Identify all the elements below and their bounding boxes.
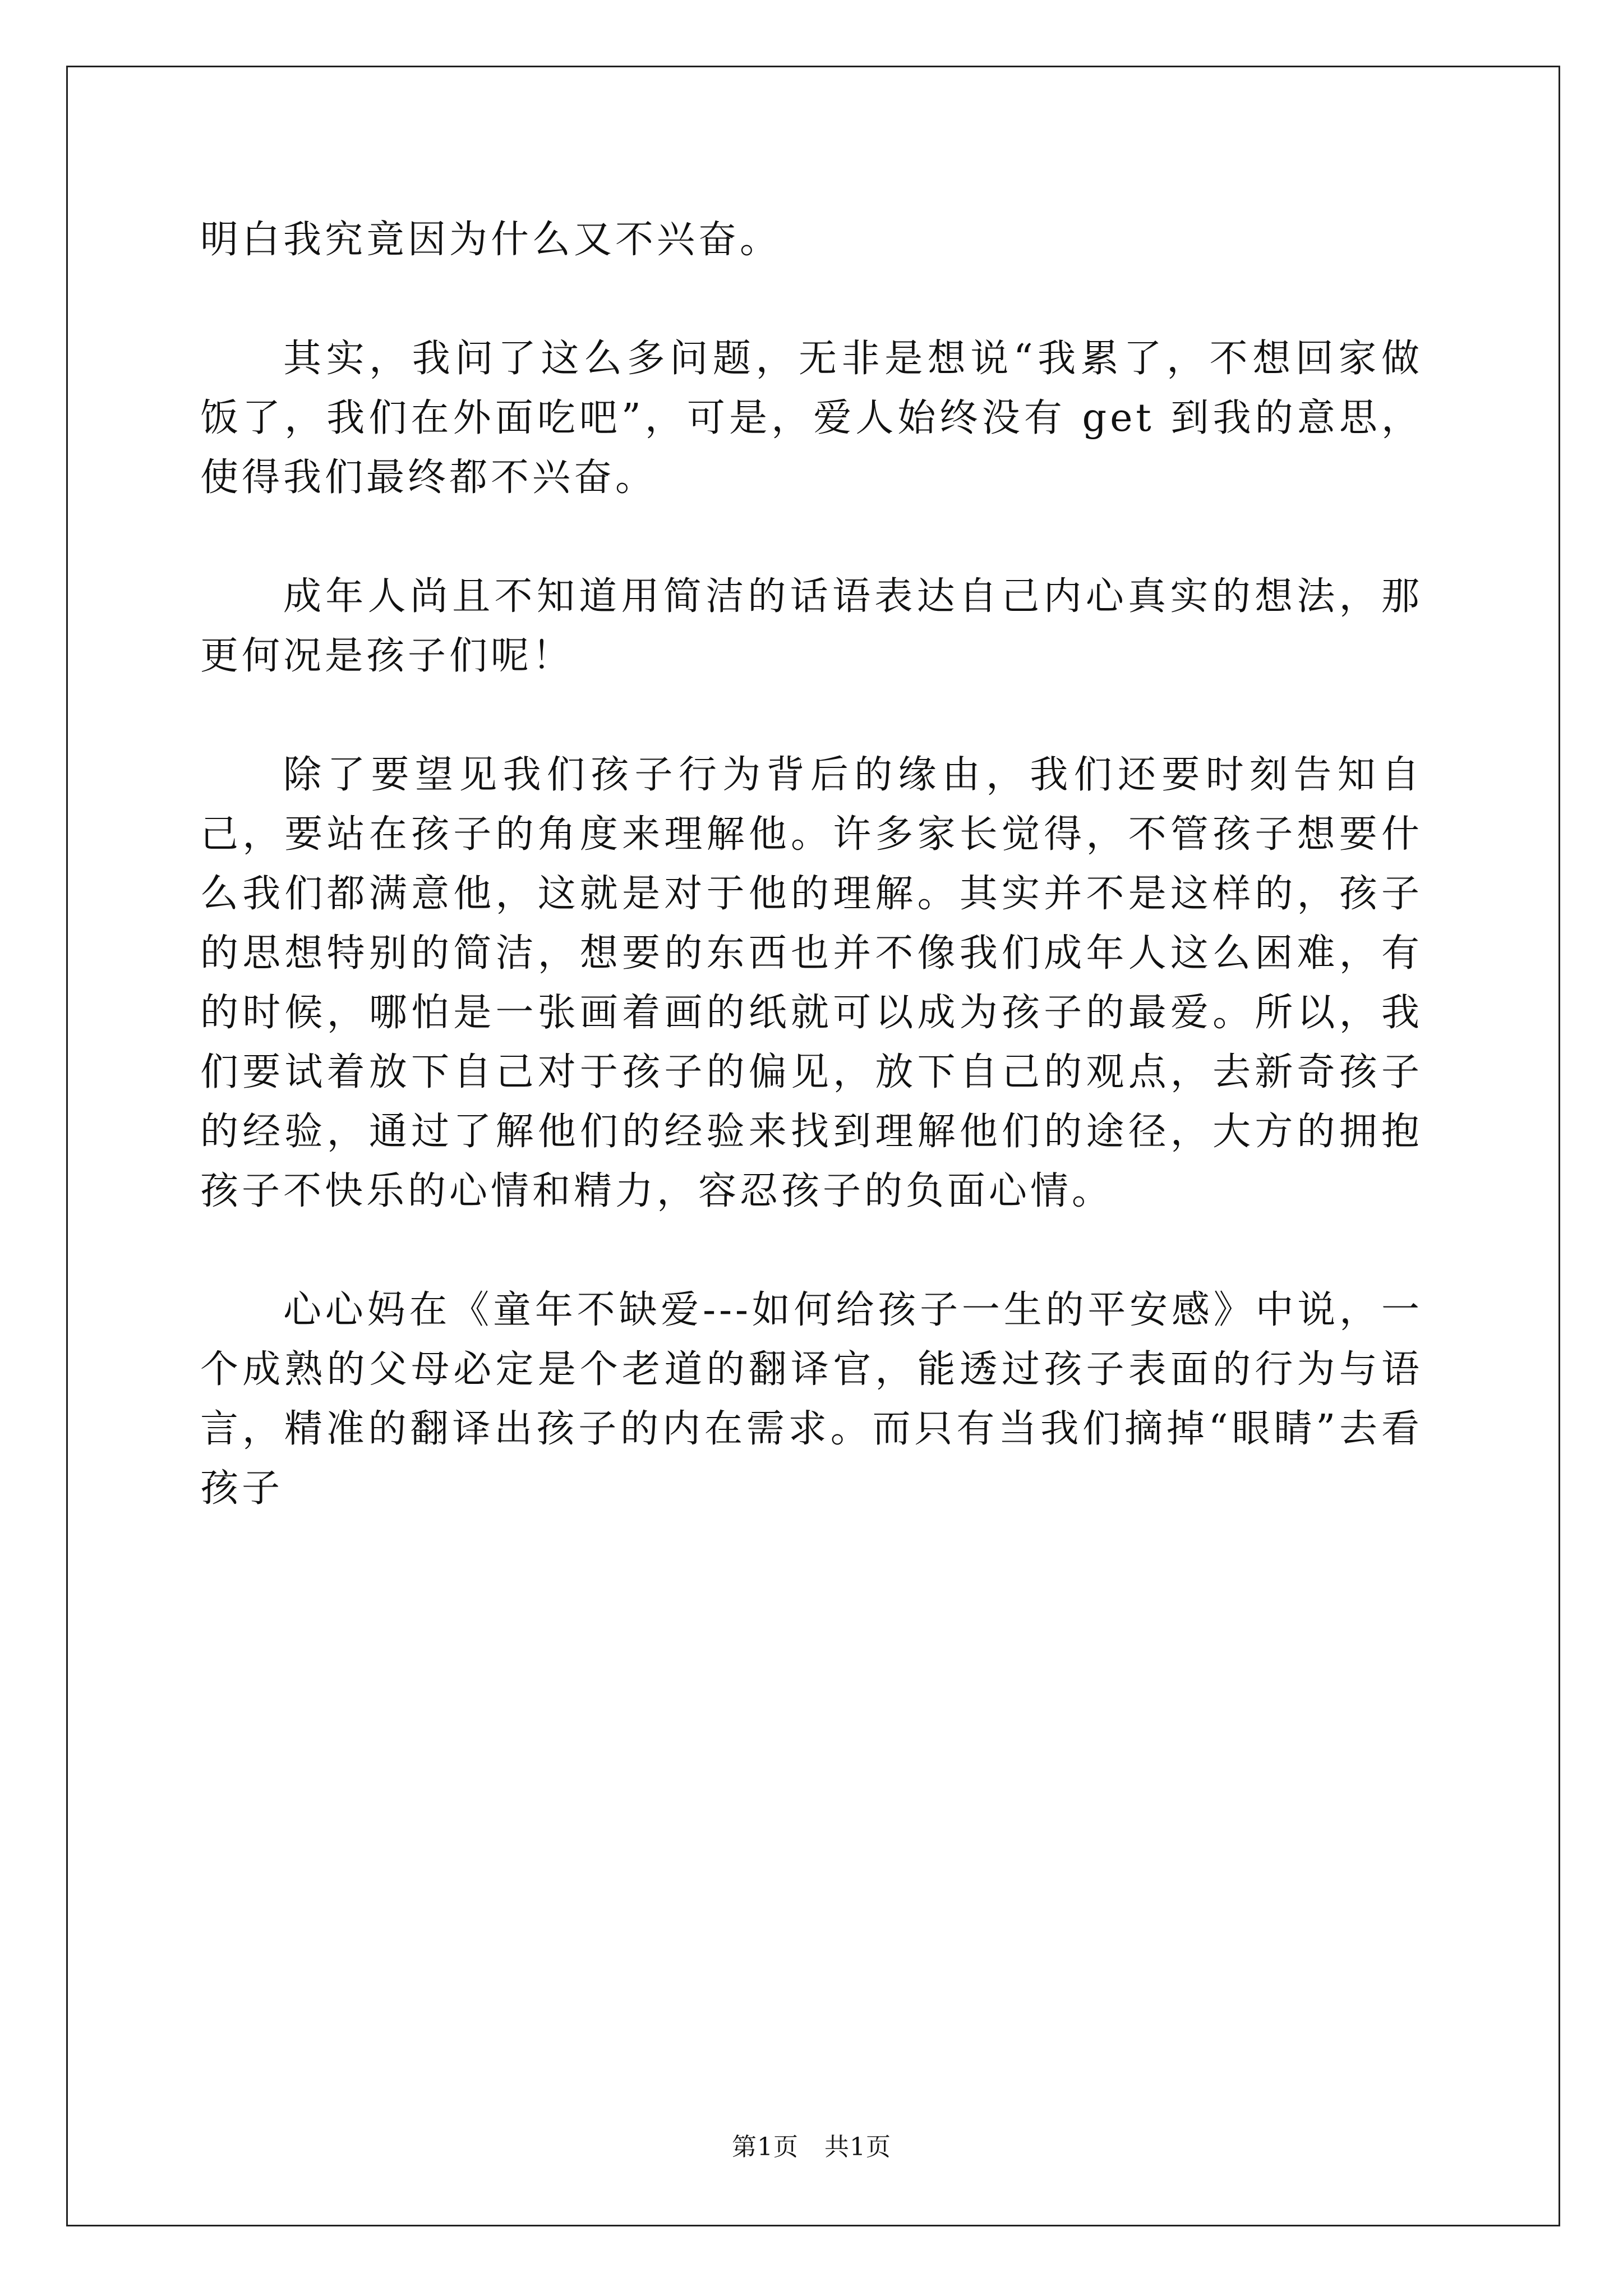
document-body [200,210,1423,1519]
paragraph: 其实，我问了这么多问题，无非是想说“我累了，不想回家做饭了，我们在外面吃吧”，可是，爱人始终没有 get 到我的意思，使得我们最终都不兴奋。 [200,337,1423,500]
paragraph: 心心妈在《童年不缺爱---如何给孩子一生的平安感》中说，一个成熟的父母必定是个老道的翻译官，能透过孩子表面的行为与语言，精准的翻译出孩子的内在需求。而只有当我们摘掉“眼睛”去看孩子 [200,1288,1423,1511]
paragraph: 除了要望见我们孩子行为背后的缘由，我们还要时刻告知自己，要站在孩子的角度来理解他。许多家长觉得，不管孩子想要什么我们都满意他，这就是对于他的理解。其实并不是这样的，孩子的思想特别的简洁，想要的东西也并不像我们成年人这么困难，有的时候，哪怕是一张画着画的纸就可以成为孩子的最爱。所以，我们要试着放下自己对于孩子的偏见，放下自己的观点，去新奇孩子的经验，通过了解他们的经验来找到理解他们的途径，大方的拥抱孩子不快乐的心情和精力，容忍孩子的负面心情。 [200,753,1423,1213]
page-number: 第1页 [732,2133,799,2161]
paragraph: 明白我究竟因为什么又不兴奋。 [200,218,782,262]
page-footer [0,2132,1623,2163]
page-total: 共1页 [824,2133,891,2161]
paragraph: 成年人尚且不知道用简洁的话语表达自己内心真实的想法，那更何况是孩子们呢！ [200,574,1423,678]
